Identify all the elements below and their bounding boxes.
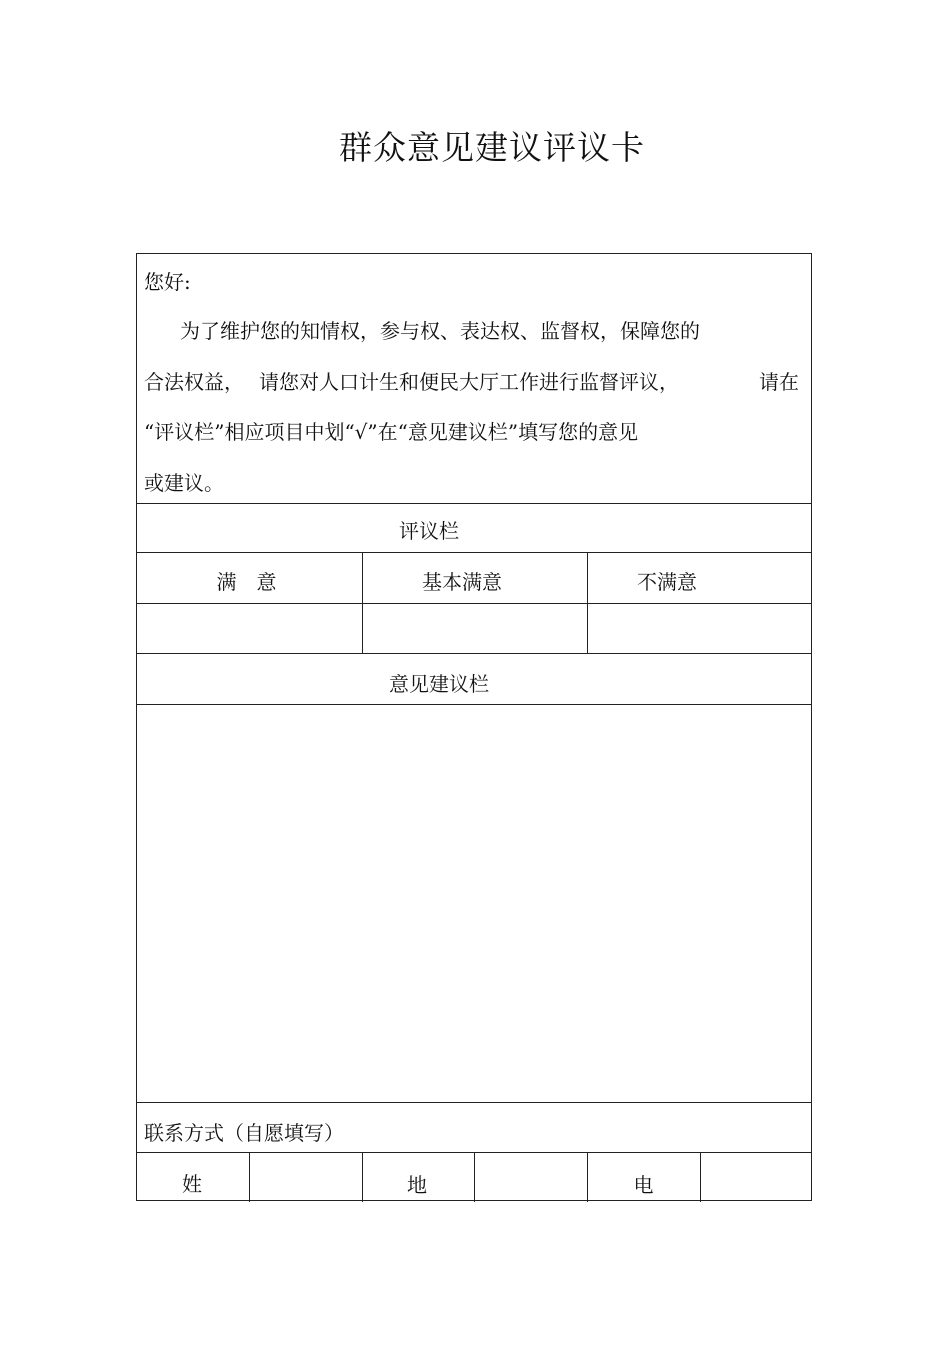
intro-line-4: 或建议。: [144, 471, 224, 495]
divider-line: [137, 1102, 811, 1103]
rating-check-cell-unsatisfied[interactable]: [588, 604, 811, 652]
contact-label-phone: 电: [633, 1173, 654, 1197]
greeting-text: 您好:: [144, 270, 191, 294]
contact-label-address: 地: [407, 1173, 427, 1197]
contact-address-field[interactable]: [475, 1153, 586, 1201]
rating-section-header: 评议栏: [399, 519, 459, 543]
divider-line: [137, 503, 811, 504]
contact-name-field[interactable]: [250, 1153, 361, 1201]
rating-check-cell-satisfied[interactable]: [138, 604, 361, 652]
page-title: 群众意见建议评议卡: [339, 128, 645, 167]
intro-line-2c: 请在: [759, 370, 799, 394]
opinion-writing-area[interactable]: [138, 705, 810, 1101]
rating-check-cell-basically-satisfied[interactable]: [363, 604, 586, 652]
intro-line-2a: 合法权益，: [144, 370, 244, 394]
intro-line-1: 为了维护您的知情权，参与权、表达权、监督权，保障您的: [180, 319, 700, 343]
contact-label-name: 姓: [182, 1172, 202, 1196]
divider-line: [137, 552, 811, 553]
evaluation-card-table: [136, 253, 812, 1201]
rating-option-unsatisfied: 不满意: [637, 570, 697, 594]
rating-option-basically-satisfied: 基本满意: [422, 570, 502, 594]
contact-phone-field[interactable]: [701, 1153, 811, 1201]
intro-line-2b: 请您对人口计生和便民大厅工作进行监督评议，: [259, 370, 679, 394]
contact-section-header: 联系方式（自愿填写）: [144, 1121, 344, 1145]
rating-option-satisfied: 满 意: [216, 570, 277, 594]
intro-line-3: “评议栏”相应项目中划“√”在“意见建议栏”填写您的意见: [144, 420, 639, 444]
divider-line: [137, 653, 811, 654]
opinion-section-header: 意见建议栏: [389, 672, 489, 696]
